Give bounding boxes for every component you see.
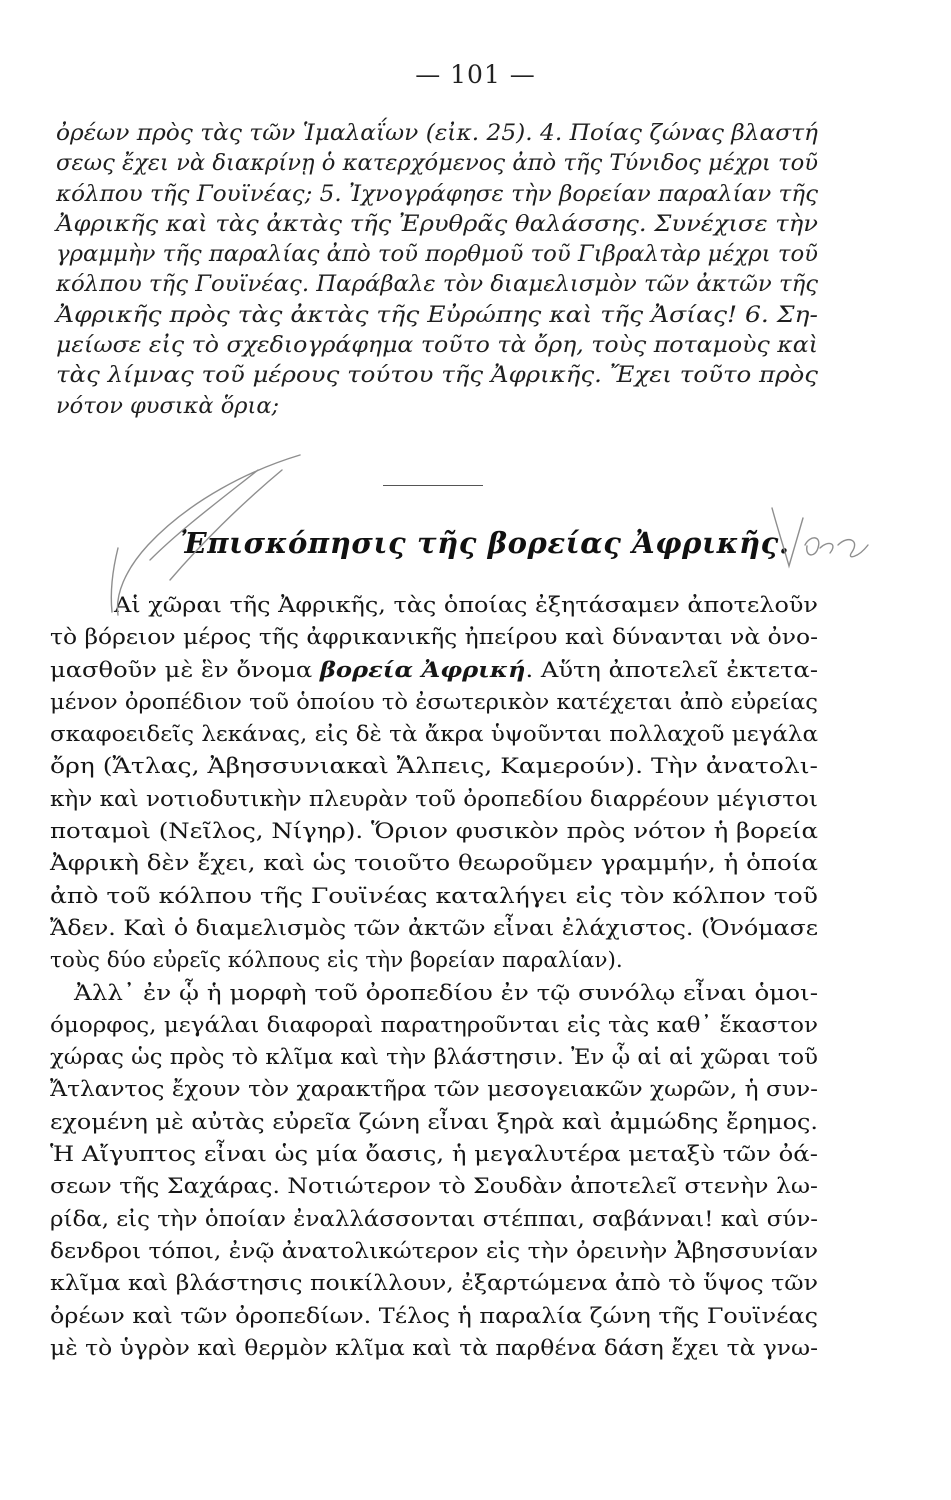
section-heading: Ἐπισκόπησις τῆς βορείας Ἀφρικῆς. — [180, 526, 790, 560]
text-line: ὄρη (Ἄτλας, Ἀβησσυνιακαὶ Ἄλπεις, Καμερούν). Τὴν ἀνατολι- — [50, 754, 819, 780]
text-line: τὸ βόρειον μέρος τῆς ἀφρικανικῆς ἠπείρου καὶ δύνανται νὰ ὀνο- — [50, 625, 818, 651]
text-line: μὲ τὸ ὑγρὸν καὶ θερμὸν κλῖμα καὶ τὰ παρθένα δάση ἔχει τὰ γνω- — [50, 1335, 818, 1361]
text-line: ρίδα, εἰς τὴν ὁποίαν ἐναλλάσσονται στέππαι, σαβάνναι! καὶ σύν- — [50, 1206, 819, 1232]
text-span: μασθοῦν μὲ ἓν ὄνομα — [50, 657, 320, 683]
text-line: κόλπου τῆς Γουϊνέας; 5. Ἰχνογράφησε τὴν βορείαν παραλίαν τῆς — [56, 180, 819, 207]
text-span: . Αὕτη ἀποτελεῖ ἐκτετα- — [525, 657, 819, 683]
text-line: εχομένη μὲ αὐτὰς εὐρεῖα ζώνη εἶναι ξηρὰ καὶ ἀμμώδης ἔρημος. — [50, 1109, 818, 1135]
text-line: μείωσε εἰς τὸ σχεδιογράφημα τοῦτο τὰ ὄρη, τοὺς ποταμοὺς καὶ — [56, 332, 819, 359]
body-text — [50, 590, 820, 1365]
text-line: Ἄτλαντος ἔχουν τὸν χαρακτῆρα τῶν μεσογειακῶν χωρῶν, ἡ συν- — [50, 1077, 819, 1103]
text-line: κόλπου τῆς Γουϊνέας. Παράβαλε τὸν διαμελισμὸν τῶν ἀκτῶν τῆς — [56, 271, 819, 298]
text-line: μένον ὀροπέδιον τοῦ ὁποίου τὸ ἐσωτερικὸν κατέχεται ἀπὸ εὐρείας — [50, 689, 819, 715]
text-line: ὀρέων καὶ τῶν ὀροπεδίων. Τέλος ἡ παραλία ζώνη τῆς Γουϊνέας — [50, 1303, 818, 1329]
page-number: — 101 — — [415, 60, 536, 89]
text-line: όμορφος, μεγάλαι διαφοραὶ παρατηροῦνται εἰς τὰς καθ᾽ ἕκαστον — [50, 1012, 819, 1038]
text-line: Αἱ χῶραι τῆς Ἀφρικῆς, τὰς ὁποίας ἐξητάσαμεν ἀποτελοῦν — [114, 593, 819, 618]
text-line: χώρας ὡς πρὸς τὸ κλῖμα καὶ τὴν βλάστησιν. Ἐν ᾧ αἱ αἱ χῶραι τοῦ — [50, 1045, 818, 1071]
text-line: Ἀφρικὴ δὲν ἔχει, καὶ ὡς τοιοῦτο θεωροῦμεν γραμμήν, ἡ ὁποία — [50, 851, 818, 877]
text-line: κὴν καὶ νοτιοδυτικὴν πλευρὰν τοῦ ὀροπεδίου διαρρέουν μέγιστοι — [50, 786, 818, 812]
text-line: Ἡ Αἴγυπτος εἶναι ὡς μία ὄασις, ἡ μεγαλυτέρα μεταξὺ τῶν ὀά- — [50, 1142, 818, 1168]
text-line: τοὺς δύο εὐρεῖς κόλπους εἰς τὴν βορείαν παραλίαν). — [50, 948, 623, 974]
pencil-scribble — [170, 470, 282, 580]
pencil-scribble — [838, 540, 868, 557]
text-line: σεων τῆς Σαχάρας. Νοτιώτερον τὸ Σουδὰν ἀποτελεῖ στενὴν λω- — [50, 1174, 819, 1200]
text-line: Ἀφρικῆς καὶ τὰς ἀκτὰς τῆς Ἐρυθρᾶς θαλάσσης. Συνέχισε τὴν — [56, 210, 818, 237]
text-line: Ἄδεν. Καὶ ὁ διαμελισμὸς τῶν ἀκτῶν εἶναι ἐλάχιστος. (Ὀνόμασε — [50, 915, 819, 941]
text-line: Ἀλλ᾽ ἐν ᾧ ἡ μορφὴ τοῦ ὀροπεδίου ἐν τῷ συνόλῳ εἶναι ὁμοι- — [74, 980, 819, 1006]
exercise-questions — [56, 118, 826, 421]
text-line: Ἀφρικῆς πρὸς τὰς ἀκτὰς τῆς Εὐρώπης καὶ τῆς Ἀσίας! 6. Ση- — [56, 301, 818, 328]
text-line: τὰς λίμνας τοῦ μέρους τούτου τῆς Ἀφρικῆς. Ἔχει τοῦτο πρὸς — [56, 362, 818, 389]
text-line — [50, 655, 915, 687]
text-line: δενδροι τόποι, ἐνῷ ἀνατολικώτερον εἰς τὴν ὀρεινὴν Ἀβησσυνίαν — [50, 1238, 819, 1264]
pencil-scribble — [805, 538, 833, 555]
emphasized-term: βορεία Ἀφρική — [319, 657, 526, 683]
text-line: σκαφοειδεῖς λεκάνας, εἰς δὲ τὰ ἄκρα ὑψοῦνται πολλαχοῦ μεγάλα — [50, 722, 818, 748]
text-line: ἀπὸ τοῦ κόλπου τῆς Γουϊνέας καταλήγει εἰς τὸν κόλπον τοῦ — [50, 883, 818, 909]
section-divider — [383, 485, 483, 486]
text-line: ὀρέων πρὸς τὰς τῶν Ἱμαλαΐων (εἰκ. 25). 4. Ποίας ζώνας βλαστή — [56, 120, 818, 146]
text-line: ποταμοὶ (Νεῖλος, Νίγηρ). Ὅριον φυσικὸν πρὸς νότον ἡ βορεία — [50, 819, 819, 845]
text-line: κλῖμα καὶ βλάστησις ποικίλλουν, ἐξαρτώμενα ἀπὸ τὸ ὕψος τῶν — [50, 1271, 818, 1297]
text-line: σεως ἔχει νὰ διακρίνῃ ὁ κατερχόμενος ἀπὸ τῆς Τύνιδος μέχρι τοῦ — [56, 150, 818, 177]
text-line: γραμμὴν τῆς παραλίας ἀπὸ τοῦ πορθμοῦ τοῦ Γιβραλτὰρ μέχρι τοῦ — [56, 241, 818, 268]
text-line: νότον φυσικὰ ὅρια; — [56, 392, 280, 419]
